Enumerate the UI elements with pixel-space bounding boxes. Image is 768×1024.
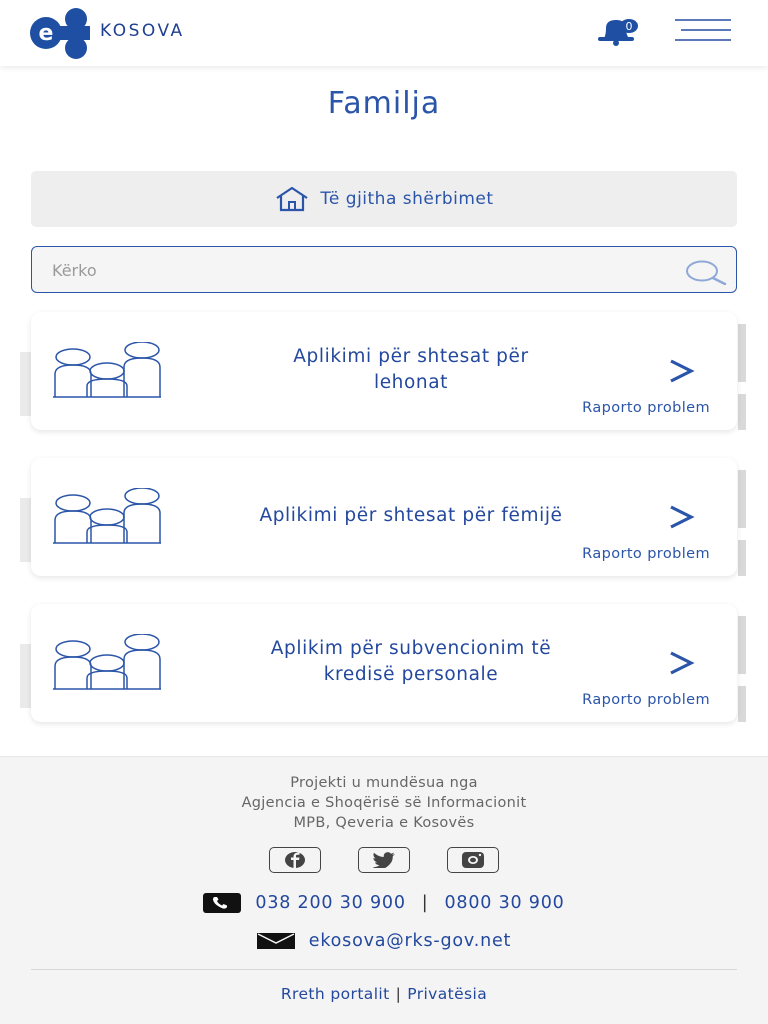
service-title-line1: Aplikimi për shtesat për [293, 346, 529, 367]
logo-letter: e [38, 21, 54, 46]
about-portal-link[interactable]: Rreth portalit [280, 985, 390, 1003]
service-card-lehonat[interactable] [31, 312, 737, 430]
footer-links [0, 985, 768, 1003]
home-icon [274, 186, 310, 212]
bell-icon [596, 16, 642, 46]
report-problem-link[interactable]: Raporto problem [582, 692, 710, 708]
credits-line2: Agjencia e Shoqërisë së Informacionit [241, 795, 527, 811]
instagram-icon [461, 851, 485, 869]
facebook-button[interactable] [269, 847, 321, 873]
search-input[interactable] [52, 255, 632, 285]
all-services-label: Të gjitha shërbimet [320, 189, 494, 209]
service-card-wrapper [20, 604, 748, 730]
notification-count: 0 [625, 20, 633, 33]
mail-icon [257, 933, 295, 949]
all-services-button[interactable] [31, 171, 737, 227]
link-separator: | [395, 985, 402, 1003]
twitter-icon [372, 852, 396, 868]
service-title-line2: kredisë personale [323, 664, 499, 685]
logo-text: KOSOVA [100, 21, 185, 41]
service-title-line1: Aplikimi për shtesat për fëmijë [259, 505, 563, 526]
credits-line3: MPB, Qeveria e Kosovës [293, 815, 475, 831]
facebook-icon [284, 851, 306, 869]
phone-separator: | [421, 893, 429, 913]
chevron-right-icon [667, 503, 695, 531]
report-problem-link[interactable]: Raporto problem [582, 546, 710, 562]
phone-number-1[interactable]: 038 200 30 900 [255, 893, 406, 913]
family-icon [53, 342, 163, 398]
report-problem-link[interactable]: Raporto problem [582, 400, 710, 416]
service-card-kredi[interactable] [31, 604, 737, 722]
email-row [0, 931, 768, 951]
hamburger-menu-icon[interactable] [675, 19, 731, 45]
footer [0, 756, 768, 1024]
credits-line1: Projekti u mundësua nga [290, 775, 478, 791]
phone-icon [203, 893, 241, 913]
chevron-right-icon [667, 357, 695, 385]
footer-credits [0, 773, 768, 833]
ekosova-logo[interactable] [28, 6, 208, 60]
footer-divider [31, 969, 737, 970]
phone-number-2[interactable]: 0800 30 900 [444, 893, 565, 913]
family-icon [53, 488, 163, 544]
service-card-wrapper [20, 458, 748, 584]
privacy-link[interactable]: Privatësia [407, 985, 488, 1003]
page-title: Familja [327, 86, 441, 121]
service-card-wrapper [20, 312, 748, 438]
service-title-line2: lehonat [373, 372, 449, 393]
email-link[interactable]: ekosova@rks-gov.net [308, 931, 512, 951]
twitter-button[interactable] [358, 847, 410, 873]
notifications-button[interactable] [596, 16, 642, 46]
top-header [0, 0, 768, 66]
service-card-femije[interactable] [31, 458, 737, 576]
search-bar [31, 246, 737, 293]
service-title-line1: Aplikim për subvencionim të [270, 638, 552, 659]
family-icon [53, 634, 163, 690]
phone-row [0, 893, 768, 913]
instagram-button[interactable] [447, 847, 499, 873]
chevron-right-icon [667, 649, 695, 677]
search-icon[interactable] [682, 259, 728, 285]
